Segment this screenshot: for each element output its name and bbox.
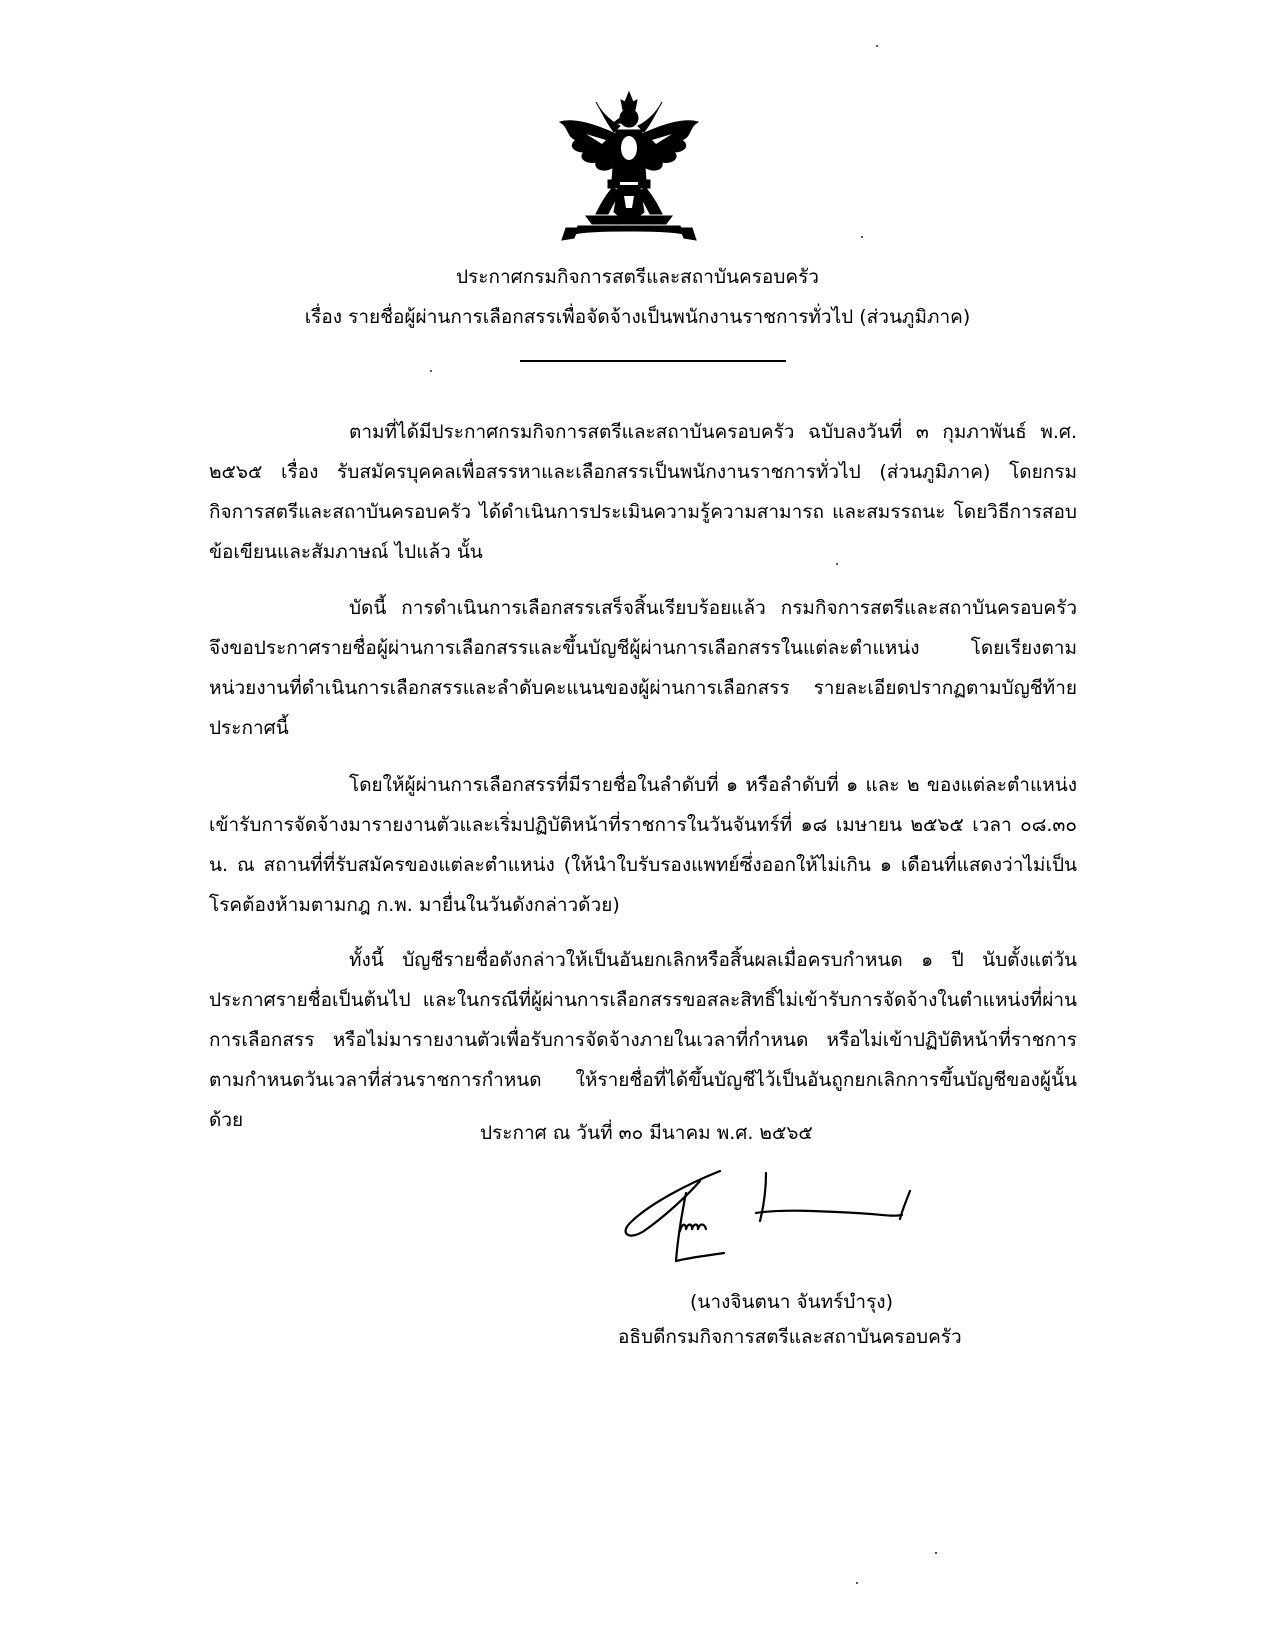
body-paragraph-3: โดยให้ผู้ผ่านการเลือกสรรที่มีรายชื่อในลำดับที่ ๑ หรือลำดับที่ ๑ และ ๒ ของแต่ละตำแหน่ง เข้ารับการจัดจ้างมารายงานตัวและเริ่มปฏิบัติหน้าที่ราชการในวันจันทร์ที่ ๑๘ เมษายน ๒๕๖๕ เวลา ๐๘.๓๐ น. ณ สถานที่ที่รับสมัครของแต่ละตำแหน่ง (ให้นำใบรับรองแพทย์ซึ่งออกให้ไม่เกิน ๑ เดือนที่แสดงว่าไม่เป็นโรคต้องห้ามตามกฎ ก.พ. มายื่นในวันดังกล่าวด้วย) [209, 774, 1077, 916]
body-paragraph-2: บัดนี้ การดำเนินการเลือกสรรเสร็จสิ้นเรียบร้อยแล้ว กรมกิจการสตรีและสถาบันครอบครัว จึงขอประกาศรายชื่อผู้ผ่านการเลือกสรรและขึ้นบัญชีผู้ผ่านการเลือกสรรในแต่ละตำแหน่ง โดยเรียงตามหน่วยงานที่ดำเนินการเลือกสรรและลำดับคะแนนของผู้ผ่านการเลือกสรร รายละเอียดปรากฏตามบัญชีท้ายประกาศนี้ [209, 597, 1077, 739]
signer-title: อธิบดีกรมกิจการสตรีและสถาบันครอบครัว [618, 1326, 962, 1348]
body-paragraph-1: ตามที่ได้มีประกาศกรมกิจการสตรีและสถาบันครอบครัว ฉบับลงวันที่ ๓ กุมภาพันธ์ พ.ศ. ๒๕๖๕ เรื่อง รับสมัครบุคคลเพื่อสรรหาและเลือกสรรเป็นพนักงานราชการทั่วไป (ส่วนภูมิภาค) โดยกรมกิจการสตรีและสถาบันครอบครัว ได้ดำเนินการประเมินความรู้ความสามารถ และสมรรถนะ โดยวิธีการสอบข้อเขียนและสัมภาษณ์ ไปแล้ว นั้น [209, 421, 1077, 563]
scan-speck [856, 1582, 858, 1584]
body-paragraph-4: ทั้งนี้ บัญชีรายชื่อดังกล่าวให้เป็นอันยกเลิกหรือสิ้นผลเมื่อครบกำหนด ๑ ปี นับตั้งแต่วันประกาศรายชื่อเป็นต้นไป และในกรณีที่ผู้ผ่านการเลือกสรรขอสละสิทธิ์ไม่เข้ารับการจัดจ้างในตำแหน่งที่ผ่านการเลือกสรร หรือไม่มารายงานตัวเพื่อรับการจัดจ้างภายในเวลาที่กำหนด หรือไม่เข้าปฏิบัติหน้าที่ราชการตามกำหนดวันเวลาที่ส่วนราชการกำหนด ให้รายชื่อที่ได้ขึ้นบัญชีไว้เป็นอันถูกยกเลิกการขึ้นบัญชีของผู้นั้นด้วย [209, 949, 1077, 1131]
scan-speck [935, 1552, 937, 1554]
scan-speck [430, 370, 432, 372]
announcement-date: ประกาศ ณ วันที่ ๓๐ มีนาคม พ.ศ. ๒๕๖๕ [480, 1122, 813, 1144]
handwritten-signature-icon [620, 1165, 940, 1270]
garuda-emblem-icon [556, 88, 702, 242]
signer-name: (นางจินตนา จันทร์บำรุง) [690, 1291, 893, 1313]
scan-speck [876, 45, 878, 47]
announcement-title: ประกาศกรมกิจการสตรีและสถาบันครอบครัว [456, 266, 819, 288]
scan-speck [836, 563, 838, 565]
announcement-subject: เรื่อง รายชื่อผู้ผ่านการเลือกสรรเพื่อจัดจ้างเป็นพนักงานราชการทั่วไป (ส่วนภูมิภาค) [304, 306, 971, 328]
header-divider [520, 360, 786, 362]
scan-speck [861, 236, 863, 238]
